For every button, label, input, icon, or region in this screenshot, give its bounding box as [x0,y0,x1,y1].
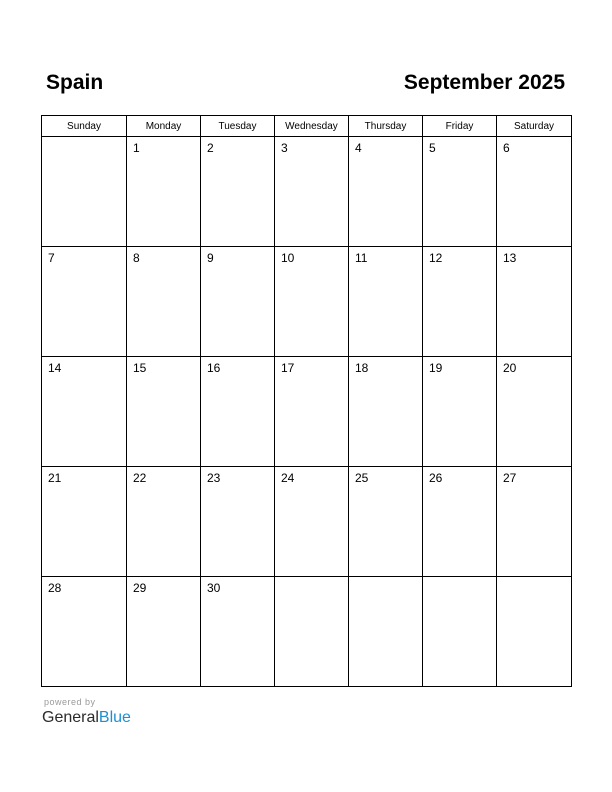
day-cell [349,467,423,577]
day-number: 26 [429,471,443,485]
day-number: 11 [355,251,368,265]
day-number [497,577,571,581]
logo-text-general: General [42,709,99,726]
day-number: 1 [133,141,140,155]
day-number: 5 [429,141,436,155]
day-cell [423,577,497,687]
day-cell [275,467,349,577]
day-cell [349,137,423,247]
week-row [42,247,572,357]
weekday-header: Thursday [349,116,423,137]
day-cell [201,357,275,467]
day-number: 29 [133,581,147,595]
month-year-title: September 2025 [403,71,565,94]
day-number: 15 [133,361,147,375]
day-number: 16 [207,361,221,375]
day-cell [42,577,127,687]
weekday-header: Monday [127,116,201,137]
day-cell [42,137,127,247]
weekday-header-row [42,116,572,137]
day-number: 3 [281,141,288,155]
day-number: 10 [281,251,295,265]
day-number: 30 [207,581,221,595]
day-number: 9 [207,251,214,265]
day-cell [497,247,572,357]
day-cell [497,137,572,247]
day-number: 4 [355,141,362,155]
day-cell [497,577,572,687]
day-number: 20 [503,361,517,375]
day-cell [349,357,423,467]
country-title: Spain [46,71,104,94]
day-cell [275,357,349,467]
day-number: 18 [355,361,369,375]
day-number: 2 [207,141,214,155]
day-cell [423,357,497,467]
week-row [42,137,572,247]
day-cell [497,467,572,577]
day-number: 24 [281,471,295,485]
day-cell [201,247,275,357]
day-cell [127,247,201,357]
day-cell [349,247,423,357]
logo-text-blue: Blue [98,709,131,726]
day-number: 14 [48,361,62,375]
day-number: 13 [503,251,517,265]
week-row [42,467,572,577]
generalblue-logo[interactable] [42,708,131,728]
day-cell [497,357,572,467]
day-number: 8 [133,251,140,265]
day-cell [42,357,127,467]
weekday-header: Sunday [42,116,127,137]
weekday-header: Saturday [497,116,572,137]
week-row [42,357,572,467]
day-cell [127,137,201,247]
day-number [275,577,348,581]
day-cell [349,577,423,687]
day-number [42,137,126,141]
day-number: 6 [503,141,510,155]
calendar-grid [41,115,572,687]
day-number: 27 [503,471,517,485]
weekday-header: Tuesday [201,116,275,137]
day-cell [201,137,275,247]
day-number: 28 [48,581,62,595]
day-number: 22 [133,471,147,485]
day-number: 17 [281,361,295,375]
day-number: 25 [355,471,369,485]
day-cell [423,137,497,247]
day-cell [127,577,201,687]
day-cell [42,247,127,357]
day-number: 21 [48,471,62,485]
day-cell [42,467,127,577]
day-cell [275,577,349,687]
day-cell [127,467,201,577]
day-cell [201,467,275,577]
day-cell [423,467,497,577]
day-cell [201,577,275,687]
day-cell [275,137,349,247]
day-number: 23 [207,471,221,485]
day-number: 19 [429,361,443,375]
day-number [349,577,422,581]
weekday-header: Friday [423,116,497,137]
day-cell [275,247,349,357]
powered-by-label: powered by [44,697,96,707]
weekday-header: Wednesday [275,116,349,137]
day-number [423,577,496,581]
day-cell [127,357,201,467]
day-number: 7 [48,251,55,265]
day-number: 12 [429,251,443,265]
week-row [42,577,572,687]
day-cell [423,247,497,357]
